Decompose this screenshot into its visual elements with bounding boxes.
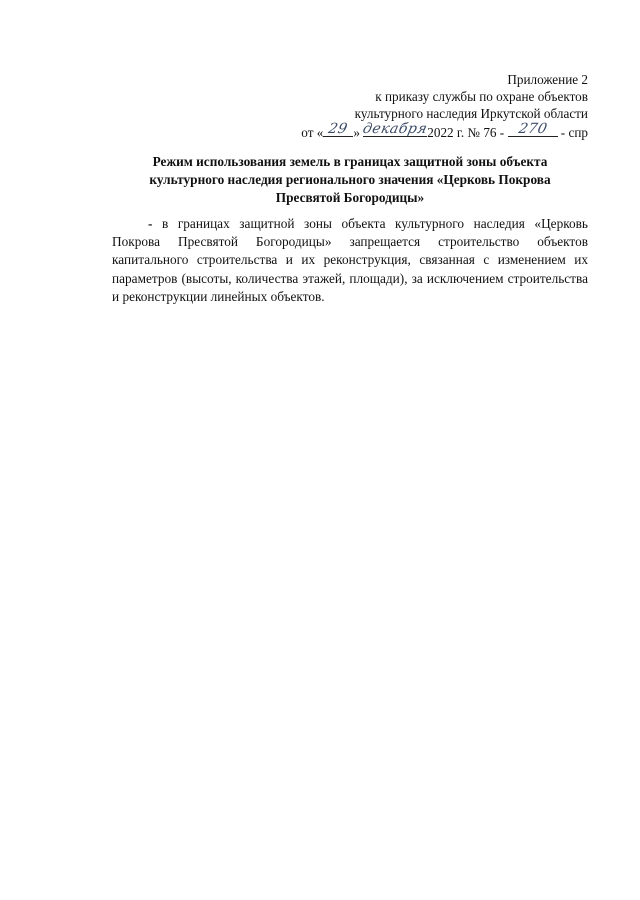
regulation-text: в границах защитной зоны объекта культурного наследия «Церковь Покрова Пресвятой Богородицы» запрещается строительство объектов капитального строительства и их реконструкция, связанная с изменением их параметров (высоты, количества этажей, площади), за исключением строительства и реконструкции линейных объектов. [112,216,588,304]
order-number-field [508,122,558,137]
list-dash: - [148,216,153,231]
order-month-field [361,121,430,137]
order-date-mid: » [353,125,360,140]
order-reference: к приказу службы по охране объектов [375,89,588,104]
order-suffix: - спр [560,125,588,140]
document-title [112,153,588,207]
order-date-prefix: от « [301,125,324,140]
issuing-authority: культурного наследия Иркутской области [354,106,588,121]
order-day-field [323,122,353,137]
title-line-1: Режим использования земель в границах защитной зоны объекта [152,154,548,169]
order-day-handwritten: 29 [327,121,350,137]
order-year-number: 2022 г. № 76 - [427,125,505,140]
order-month-handwritten: декабря [361,121,430,137]
order-date-number [301,122,588,141]
regulation-paragraph [112,215,588,306]
order-number-handwritten: 270 [516,121,549,137]
appendix-header [301,71,588,141]
title-line-2: культурного наследия регионального значения «Церковь Покрова [149,172,551,187]
title-line-3: Пресвятой Богородицы» [275,190,425,205]
appendix-number: Приложение 2 [507,72,588,87]
